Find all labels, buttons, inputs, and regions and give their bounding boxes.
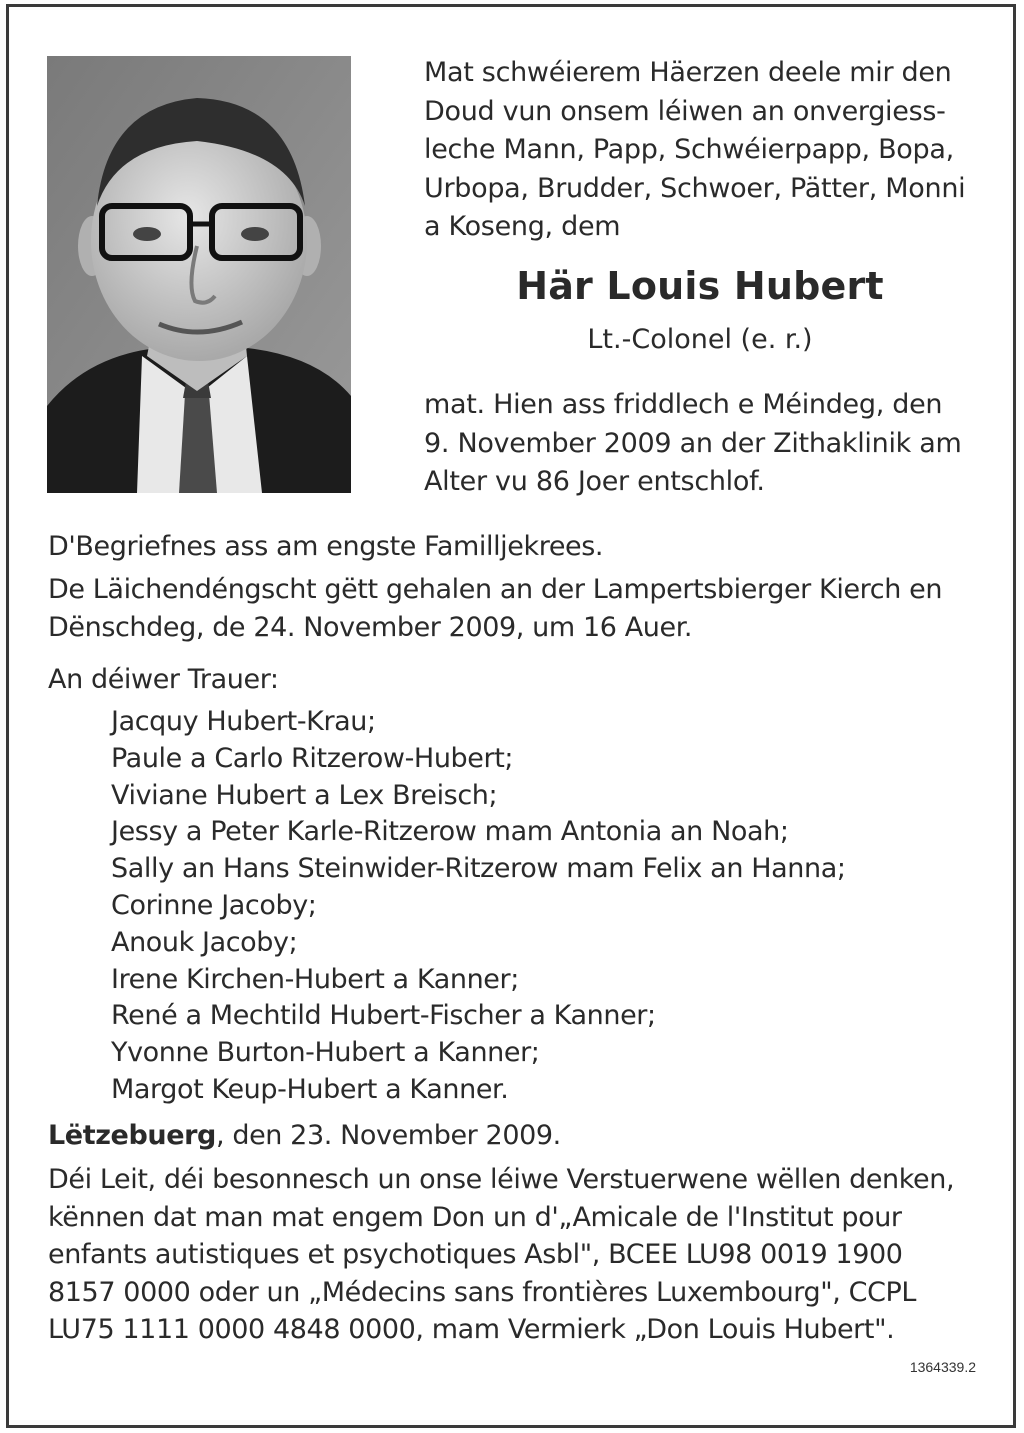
mourner-item: Jessy a Peter Karle-Ritzerow mam Antonia an Noah; [111,816,789,848]
donation-line: enfants autistiques et psychotiques Asbl", BCEE LU98 0019 1900 [48,1239,903,1270]
death-line: Alter vu 86 Joer entschlof. [424,466,765,497]
notice-date: , den 23. November 2009. [215,1120,561,1151]
intro-line: a Koseng, dem [424,211,621,242]
mourner-item: Jacquy Hubert-Krau; [111,706,376,737]
reference-number: 1364339.2 [909,1359,976,1375]
intro-line: leche Mann, Papp, Schwéierpapp, Bopa, [424,134,954,165]
donations-text [48,1161,988,1349]
place-name: Lëtzebuerg [48,1120,216,1151]
intro-line: Doud vun onsem léiwen an onvergiess- [424,95,946,127]
mourner-item: Margot Keup-Hubert a Kanner. [111,1073,509,1105]
intro-line: Mat schwéierem Häerzen deele mir den [424,57,952,88]
portrait-photo [47,56,351,493]
donation-line: kënnen dat man mat engem Don un d'„Amicale de l'Institut pour [48,1201,902,1233]
funeral-service [48,571,988,647]
intro-line: Urbopa, Brudder, Schwoer, Pätter, Monni [424,172,966,204]
portrait-image [47,56,351,493]
mourner-item: Viviane Hubert a Lex Breisch; [111,779,498,811]
funeral-line: De Läichendéngscht gëtt gehalen an der Lampertsbierger Kierch en [48,574,943,605]
death-line: mat. Hien ass friddlech e Méindeg, den [424,389,943,420]
mourner-item: Yvonne Burton-Hubert a Kanner; [111,1037,540,1069]
donation-line: 8157 0000 oder un „Médecins sans frontières Luxembourg", CCPL [48,1276,917,1308]
death-line: 9. November 2009 an der Zithaklinik am [424,427,962,459]
mourner-item: René a Mechtild Hubert-Fischer a Kanner; [111,1000,656,1032]
mourner-item: Anouk Jacoby; [111,926,298,958]
burial-private: D'Begriefnes ass am engste Familljekrees. [48,531,604,562]
donation-line: Déi Leit, déi besonnesch un onse léiwe Verstuerwene wëllen denken, [48,1164,955,1195]
mourner-item: Paule a Carlo Ritzerow-Hubert; [111,742,514,774]
funeral-line: Dënschdeg, de 24. November 2009, um 16 Auer. [48,612,693,643]
mourners-list [111,704,991,1109]
donation-line: LU75 1111 0000 4848 0000, mam Vermierk „Don Louis Hubert". [48,1314,895,1345]
mourner-item: Corinne Jacoby; [111,889,317,921]
death-notice [424,386,984,502]
deceased-name: Här Louis Hubert [516,264,884,308]
mourners-intro: An déiwer Trauer: [48,664,279,695]
mourner-item: Irene Kirchen-Hubert a Kanner; [111,963,519,995]
place-date [48,1117,988,1155]
mourner-item: Sally an Hans Steinwider-Ritzerow mam Felix an Hanna; [111,853,846,885]
deceased-rank: Lt.-Colonel (e. r.) [587,324,813,355]
intro-text [424,54,984,247]
